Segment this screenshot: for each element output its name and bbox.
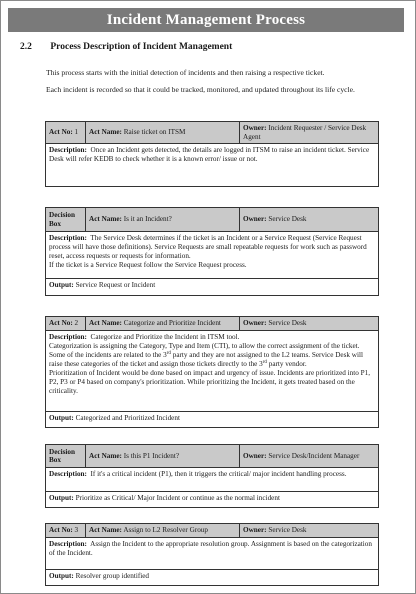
owner-cell: Owner: Service Desk [243, 319, 307, 327]
section-number: 2.2 [20, 42, 32, 52]
description-row: Description: If it's a critical incident (P1), then it triggers the critical/ major incident handling process. [46, 468, 378, 492]
output-row: Output: Service Request or Incident [49, 281, 156, 289]
output-row: Output: Resolver group identified [49, 571, 150, 580]
decision-header [46, 445, 378, 468]
owner-cell: Owner: Service Desk [243, 526, 307, 534]
description-row: Description: Once an Incident gets detected, the details are logged in ITSM to raise an incident ticket. Service Desk will refer KEDB to check whether it is a known error/ issue or not. [49, 146, 370, 163]
decision-table-1 [45, 207, 379, 296]
output-row: Output: Categorized and Prioritized Incident [49, 413, 180, 422]
act-table-3 [45, 523, 379, 586]
act-table-2 [45, 316, 379, 428]
owner-cell: Owner: Incident Requester / Service Desk Agent [243, 124, 367, 141]
decision-header [46, 208, 378, 232]
owner-cell: Owner: Service Desk/Incident Manager [243, 451, 360, 460]
page-title-banner: Incident Management Process [8, 8, 404, 32]
intro-paragraph-2: Each incident is recorded so that it could be tracked, monitored, and updated throughout its life cycle. [46, 85, 355, 94]
act-name-cell: Act Name: Raise ticket on ITSM [86, 122, 240, 143]
act-name-cell: Act Name: Is it an Incident? [86, 208, 240, 231]
decision-box-cell: Decision Box [46, 445, 86, 467]
section-heading [20, 42, 232, 52]
output-row: Output: Prioritize as Critical/ Major Incident or continue as the normal incident [49, 494, 280, 502]
description-row: Description: Categorize and Prioritize the Incident in ITSM tool. Categorization is assigning the Category, Type and Item (CTI), to allow the correct assignment of the ticket. Some of the incidents are related to the 3rd party and they are not assigned to the L2 teams. Service Desk will raise these categories of the ticket and assign those tickets directly to the 3rd party vendor. Prioritization of Incident would be done based on impact and urgency of issue. Incidents are prioritized into P1, P2, P3 or P4 based on company's prioritization. While prioritizing the Incident, it gets treated based on the criticality. [46, 331, 378, 412]
decision-table-2 [45, 444, 379, 508]
act-no-cell: Act No: 2 [46, 317, 86, 330]
owner-cell: Owner: Service Desk [243, 215, 307, 224]
act-header [46, 122, 378, 144]
description-row: Description: Assign the Incident to the appropriate resolution group. Assignment is based on the categorization of the Incident. [46, 538, 378, 570]
act-table-1 [45, 121, 379, 187]
act-header [46, 317, 378, 331]
act-name-cell: Act Name: Assign to L2 Resolver Group [86, 524, 240, 537]
intro-paragraph-1: This process starts with the initial detection of incidents and then raising a respective ticket. [46, 68, 325, 77]
act-no-cell: Act No: 1 [46, 122, 86, 143]
act-no-cell: Act No: 3 [46, 524, 86, 537]
act-name-cell: Act Name: Categorize and Prioritize Incident [86, 317, 240, 330]
description-row: Description: The Service Desk determines if the ticket is an Incident or a Service Request (Service Request process will have those definitions). Service Requests are small repeatable requests for work such as password reset, access requests or requests for information. If the ticket is a Service Request follow the Service Request process. [46, 232, 378, 279]
act-name-cell: Act Name: Is this P1 Incident? [86, 445, 240, 467]
decision-box-cell: Decision Box [46, 208, 86, 231]
act-header [46, 524, 378, 538]
section-title: Process Description of Incident Management [50, 42, 233, 52]
